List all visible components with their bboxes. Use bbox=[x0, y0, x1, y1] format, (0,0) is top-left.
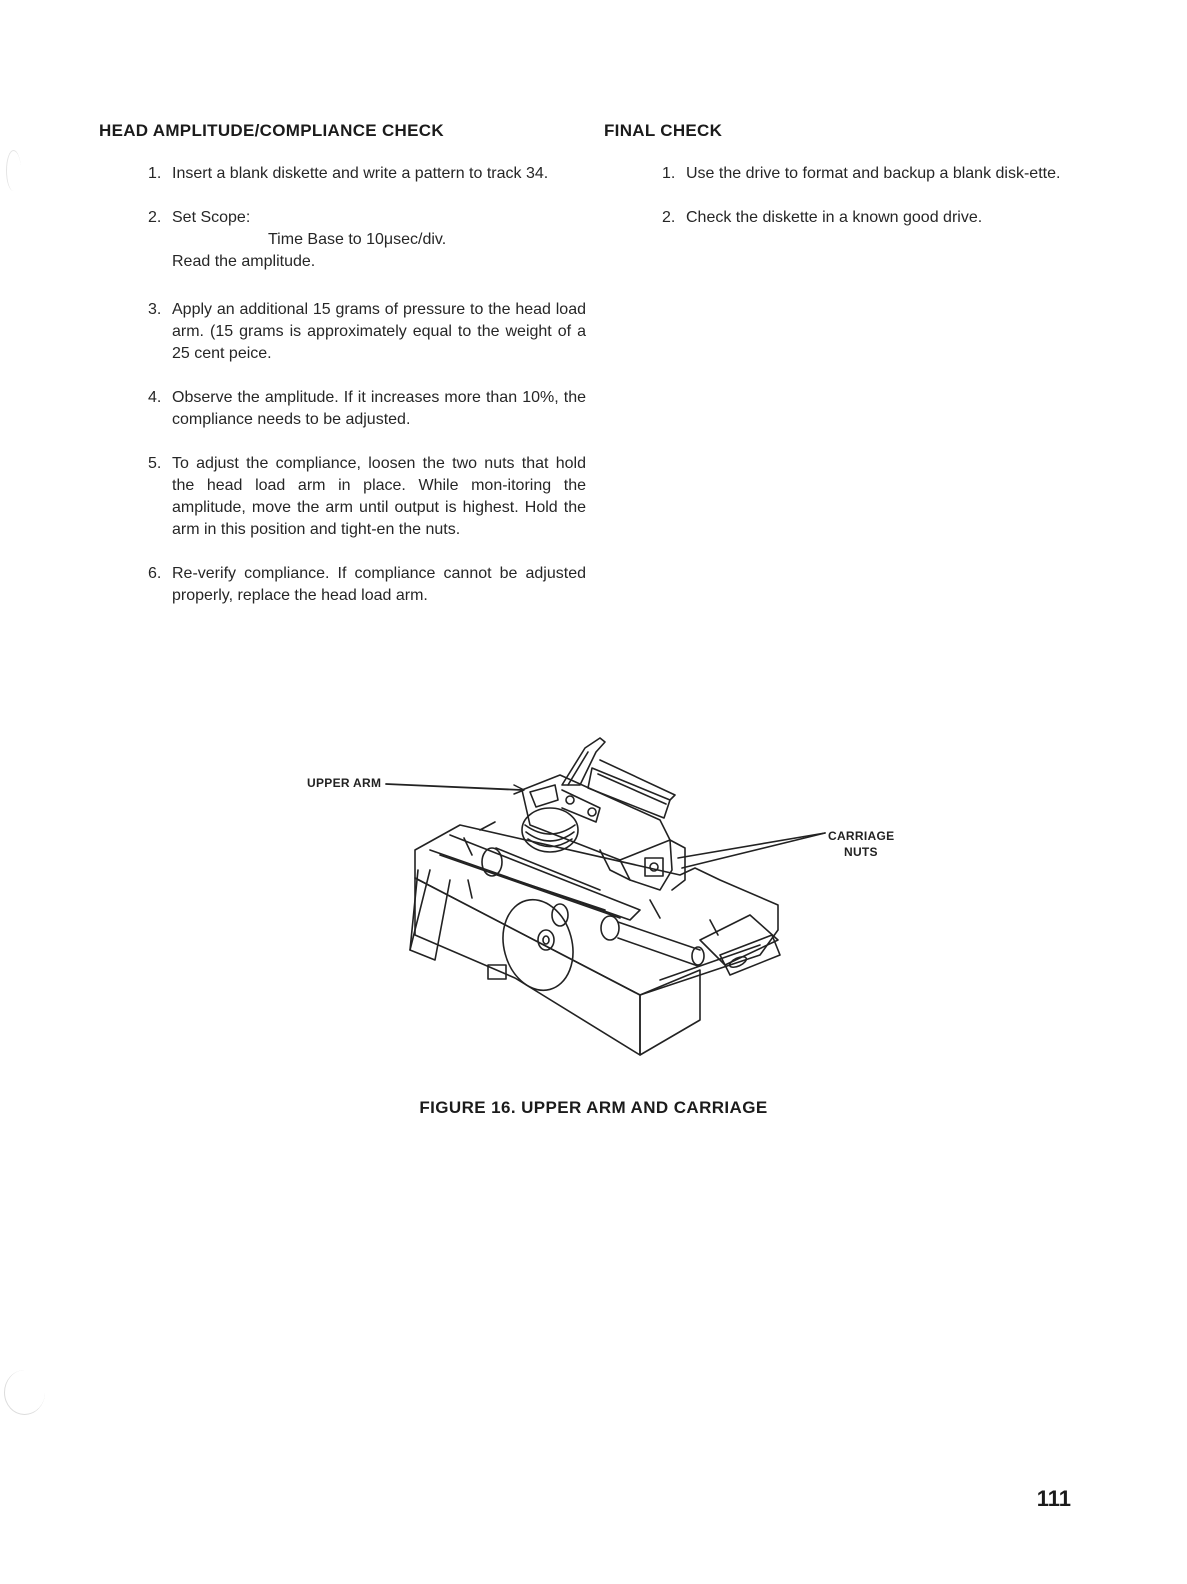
step-text: Check the diskette in a known good drive. bbox=[686, 209, 983, 226]
step-text: Re-verify compliance. If compliance cannot be adjusted properly, replace the head load arm. bbox=[172, 565, 586, 604]
section-heading-final-check: FINAL CHECK bbox=[604, 121, 723, 140]
drive-drawing bbox=[300, 730, 910, 1070]
list-item bbox=[662, 207, 1102, 229]
drive-illustration bbox=[300, 730, 910, 1070]
step-text: Set Scope: bbox=[172, 209, 251, 226]
step-text: Observe the amplitude. If it increases more than 10%, the compliance needs to be adjusted. bbox=[172, 389, 586, 428]
list-item bbox=[148, 387, 586, 431]
list-item bbox=[662, 163, 1102, 185]
step-text: Use the drive to format and backup a blank disk-ette. bbox=[686, 165, 1061, 182]
motor-disk bbox=[493, 892, 582, 998]
step-number: 2. bbox=[148, 209, 162, 226]
step-number: 2. bbox=[662, 209, 676, 226]
list-item bbox=[148, 207, 586, 273]
carriage-leader-line-1 bbox=[678, 833, 825, 858]
housing-front-face bbox=[640, 970, 700, 1055]
step-number: 6. bbox=[148, 565, 162, 582]
step-number: 1. bbox=[662, 165, 676, 182]
upper-arm-label: UPPER ARM bbox=[307, 776, 382, 790]
figure-caption: FIGURE 16. UPPER ARM AND CARRIAGE bbox=[419, 1098, 768, 1117]
list-item bbox=[148, 453, 586, 541]
step-number: 4. bbox=[148, 389, 162, 406]
step-text: Read the amplitude. bbox=[172, 253, 316, 270]
step-text: Insert a blank diskette and write a pattern to track 34. bbox=[172, 165, 549, 182]
compliance-steps-list bbox=[148, 163, 586, 629]
page-number: 111 bbox=[1036, 1486, 1071, 1511]
list-item bbox=[148, 163, 586, 185]
list-item bbox=[148, 563, 586, 607]
scan-mark bbox=[4, 1370, 45, 1415]
carriage-label: CARRIAGE bbox=[828, 829, 895, 843]
final-check-steps-list bbox=[662, 163, 1102, 251]
upper-arm-leader-line bbox=[386, 784, 522, 790]
scan-mark bbox=[6, 150, 21, 191]
carriage-leader-line-2 bbox=[682, 833, 825, 868]
scope-setting-text: Time Base to 10μsec/div. bbox=[268, 231, 447, 248]
step-number: 5. bbox=[148, 455, 162, 472]
step-number: 1. bbox=[148, 165, 162, 182]
step-text: Apply an additional 15 grams of pressure to the head load arm. (15 grams is approximately equal to the weight of a 25 cent peice. bbox=[172, 301, 586, 362]
step-number: 3. bbox=[148, 301, 162, 318]
step-text: To adjust the compliance, loosen the two nuts that hold the head load arm in place. While mon-itoring the amplitude, move the arm until output is highest. Hold the arm in this position and tight-en the nuts. bbox=[172, 455, 586, 538]
nuts-label: NUTS bbox=[844, 845, 878, 859]
housing-left-face bbox=[415, 878, 640, 1055]
section-heading-compliance-check: HEAD AMPLITUDE/COMPLIANCE CHECK bbox=[99, 121, 444, 140]
list-item bbox=[148, 299, 586, 365]
